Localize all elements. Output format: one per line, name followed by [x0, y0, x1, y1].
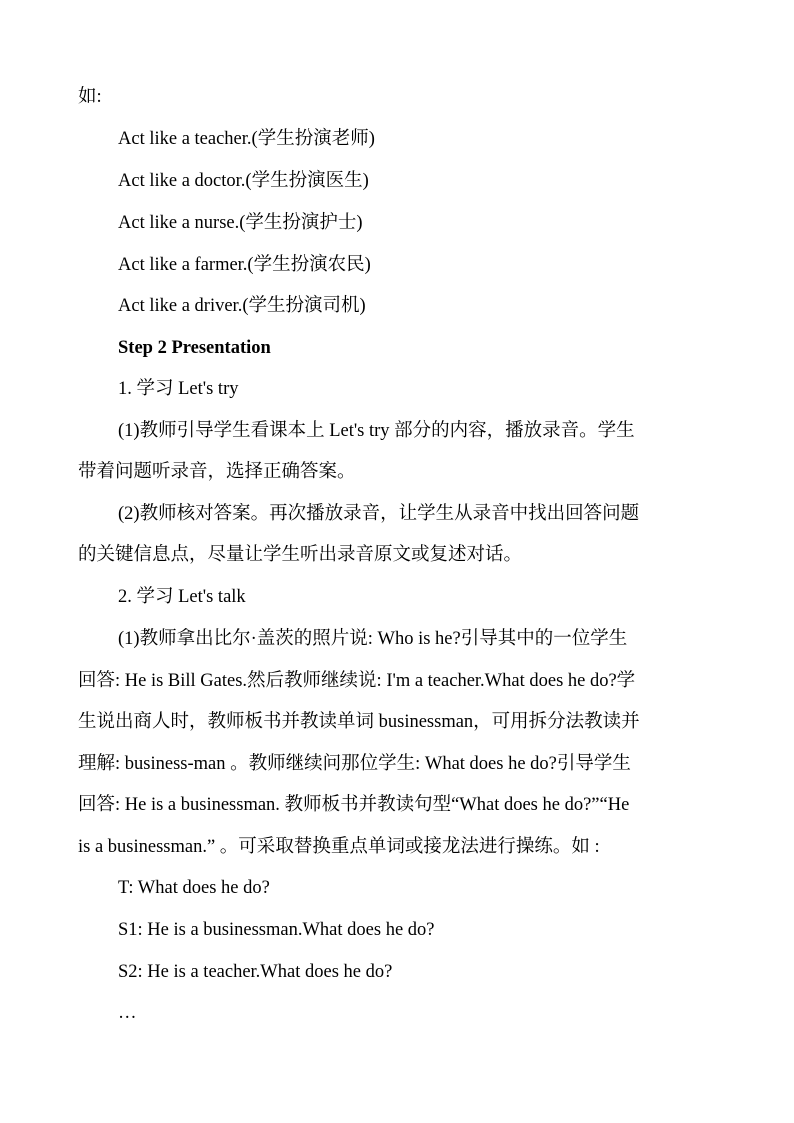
paragraph-line: 理解: business-man 。教师继续问那位学生: What does he do?引导学生	[78, 754, 631, 774]
paragraph-line: 生说出商人时，教师板书并教读单词 businessman，可用拆分法教读并	[78, 712, 640, 732]
dialogue-line: S2: He is a teacher.What does he do?	[118, 962, 393, 982]
example-line-driver: Act like a driver.(学生扮演司机)	[118, 296, 366, 316]
section-heading-lets-talk: 2. 学习 Let's talk	[118, 587, 246, 607]
ellipsis: …	[118, 1003, 137, 1023]
example-line-doctor: Act like a doctor.(学生扮演医生)	[118, 171, 369, 191]
paragraph-line: is a businessman.” 。可采取替换重点单词或接龙法进行操练。如 :	[78, 837, 600, 857]
section-heading-lets-try: 1. 学习 Let's try	[118, 379, 239, 399]
dialogue-line: S1: He is a businessman.What does he do?	[118, 920, 435, 940]
example-line-nurse: Act like a nurse.(学生扮演护士)	[118, 213, 363, 233]
paragraph-line: 回答: He is Bill Gates.然后教师继续说: I'm a teacher.What does he do?学	[78, 671, 636, 691]
example-line-teacher: Act like a teacher.(学生扮演老师)	[118, 129, 375, 149]
paragraph-line: 的关键信息点，尽量让学生听出录音原文或复述对话。	[78, 545, 523, 565]
paragraph-line: 带着问题听录音，选择正确答案。	[78, 462, 356, 482]
step-heading: Step 2 Presentation	[118, 338, 271, 358]
example-intro: 如:	[78, 87, 102, 107]
paragraph-line: (1)教师拿出比尔·盖茨的照片说: Who is he?引导其中的一位学生	[118, 629, 628, 649]
paragraph-line: 回答: He is a businessman. 教师板书并教读句型“What does he do?”“He	[78, 795, 630, 815]
paragraph-line: (1)教师引导学生看课本上 Let's try 部分的内容，播放录音。学生	[118, 421, 635, 441]
paragraph-line: (2)教师核对答案。再次播放录音，让学生从录音中找出回答问题	[118, 504, 640, 524]
dialogue-line: T: What does he do?	[118, 878, 270, 898]
example-line-farmer: Act like a farmer.(学生扮演农民)	[118, 255, 371, 275]
